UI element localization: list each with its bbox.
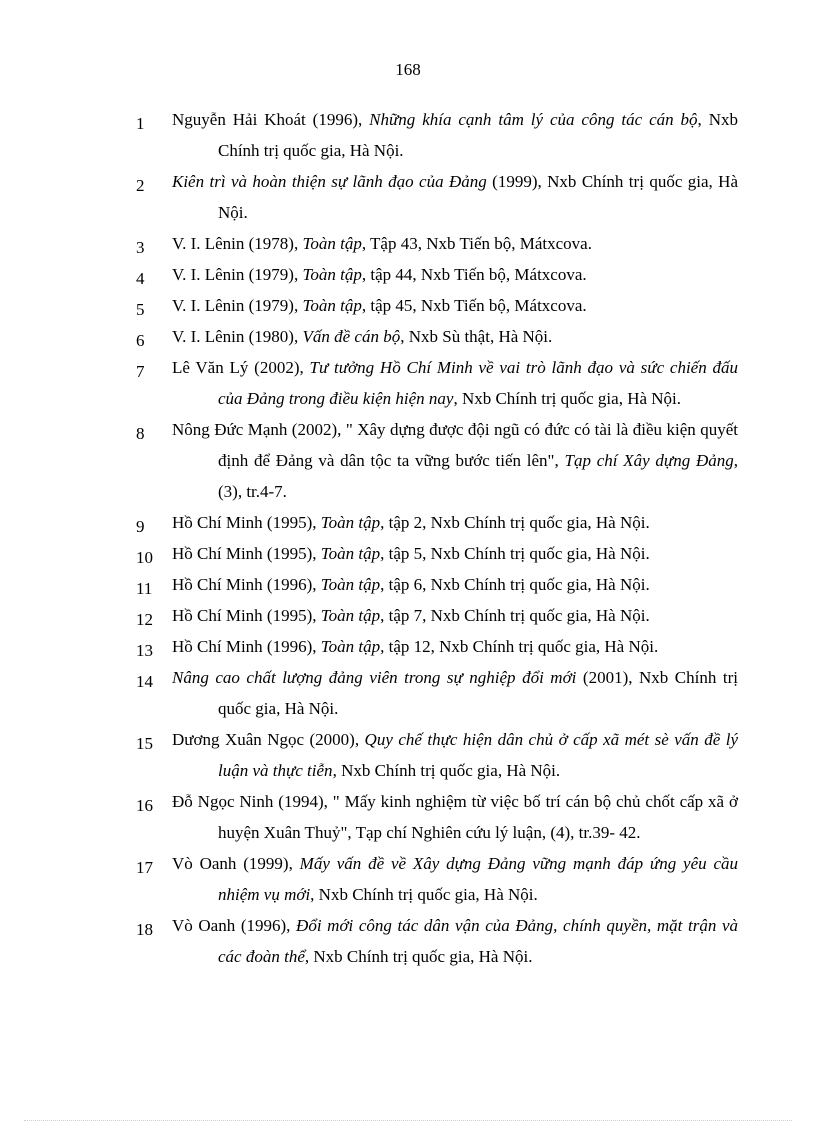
- reference-item: [0, 600, 816, 631]
- reference-text: [172, 259, 738, 290]
- reference-number: 10: [136, 548, 153, 567]
- reference-segment: Hồ Chí Minh (1996),: [172, 575, 321, 594]
- reference-title: Toàn tập: [320, 513, 381, 532]
- reference-item: [0, 352, 816, 414]
- reference-title: Toàn tập: [302, 296, 362, 315]
- reference-title: Toàn tập: [320, 575, 381, 594]
- reference-title: Kiên trì và hoàn thiện sự lãnh đạo của Đảng: [172, 172, 487, 191]
- reference-segment: V. I. Lênin (1979),: [172, 296, 303, 315]
- reference-segment: V. I. Lênin (1979),: [172, 265, 303, 284]
- reference-number: 12: [136, 610, 153, 629]
- reference-title: Nâng cao chất lượng đảng viên trong sự nghiệp đổi mới: [172, 668, 577, 687]
- reference-text: [172, 414, 738, 507]
- reference-segment: Vò Oanh (1999),: [172, 854, 300, 873]
- reference-item: [0, 786, 816, 848]
- reference-number: 7: [136, 362, 145, 381]
- reference-segment: Dương Xuân Ngọc (2000),: [172, 730, 365, 749]
- reference-title: Toàn tập: [320, 606, 381, 625]
- reference-segment: Nguyễn Hải Khoát (1996),: [172, 110, 370, 129]
- reference-text: [172, 104, 738, 166]
- reference-text: [172, 786, 738, 848]
- reference-number: 11: [136, 579, 153, 598]
- reference-title: Toàn tập: [302, 234, 362, 253]
- reference-segment: , Nxb Chính trị quốc gia, Hà Nội.: [218, 110, 738, 160]
- page-number: 168: [395, 60, 421, 79]
- reference-title: Mấy vấn đề về Xây dựng Đảng vững mạnh đáp ứng yêu cầu nhiệm vụ mới: [218, 854, 739, 904]
- reference-segment: tập 12, Nxb Chính trị quốc gia, Hà Nội.: [384, 637, 659, 656]
- reference-text: [172, 848, 739, 910]
- reference-text: [172, 662, 738, 724]
- reference-segment: (1999), Nxb Chính trị quốc gia, Hà Nội.: [218, 172, 739, 222]
- reference-segment: Vò Oanh (1996),: [172, 916, 297, 935]
- reference-item: [0, 538, 816, 569]
- reference-segment: , tập 5, Nxb Chính trị quốc gia, Hà Nội.: [380, 544, 650, 563]
- reference-item: [0, 631, 816, 662]
- reference-title: Tạp chí Xây dựng Đảng: [564, 451, 734, 470]
- reference-text: [172, 538, 738, 569]
- reference-item: [0, 724, 816, 786]
- reference-item: [0, 910, 816, 972]
- reference-title: Những khía cạnh tâm lý của công tác cán bộ: [369, 110, 698, 129]
- reference-number: 2: [136, 176, 145, 195]
- reference-text: [172, 166, 739, 228]
- reference-segment: , Nxb Chính trị quốc gia, Hà Nội.: [304, 947, 533, 966]
- reference-title: Toàn tập,: [320, 637, 385, 656]
- reference-segment: Hồ Chí Minh (1995),: [172, 513, 321, 532]
- reference-text: [172, 724, 739, 786]
- reference-segment: Hồ Chí Minh (1995),: [172, 606, 321, 625]
- reference-title: Vấn đề cán bộ: [302, 327, 401, 346]
- reference-text: [172, 507, 738, 538]
- reference-item: [0, 104, 816, 166]
- reference-text: [172, 569, 738, 600]
- reference-text: [172, 321, 738, 352]
- reference-segment: Đỗ Ngọc Ninh (1994), " Mấy kinh nghiệm từ việc bố trí cán bộ chủ chốt cấp xã ở huyện Xuân Thuỷ", Tạp chí Nghiên cứu lý luận, (4), tr.39- 42.: [172, 792, 738, 842]
- reference-item: [0, 507, 816, 538]
- reference-segment: Lê Văn Lý (2002),: [172, 358, 310, 377]
- reference-item: [0, 259, 816, 290]
- reference-text: [172, 631, 738, 662]
- reference-text: [172, 352, 738, 414]
- reference-segment: , tập 2, Nxb Chính trị quốc gia, Hà Nội.: [380, 513, 650, 532]
- reference-item: [0, 321, 816, 352]
- reference-segment: , Nxb Chính trị quốc gia, Hà Nội.: [332, 761, 561, 780]
- reference-title: Đổi mới công tác dân vận của Đảng, chính quyền, mặt trận và các đoàn thể: [218, 916, 739, 966]
- reference-number: 1: [136, 114, 145, 133]
- reference-segment: , tập 45, Nxb Tiến bộ, Mátxcova.: [361, 296, 587, 315]
- reference-segment: , Nxb Chính trị quốc gia, Hà Nội.: [453, 389, 682, 408]
- reference-number: 16: [136, 796, 153, 815]
- reference-number: 9: [136, 517, 145, 536]
- reference-segment: , Nxb Sù thật, Hà Nội.: [400, 327, 553, 346]
- reference-segment: , Tập 43, Nxb Tiến bộ, Mátxcova.: [361, 234, 592, 253]
- reference-number: 15: [136, 734, 153, 753]
- reference-number: 3: [136, 238, 145, 257]
- reference-number: 17: [136, 858, 153, 877]
- reference-item: [0, 228, 816, 259]
- reference-title: Tư tưởng Hồ Chí Minh về vai trò lãnh đạo và sức chiến đấu của Đảng trong điều kiện hiện nay: [218, 358, 738, 408]
- reference-segment: , tập 6, Nxb Chính trị quốc gia, Hà Nội.: [380, 575, 650, 594]
- reference-text: [172, 228, 738, 259]
- reference-segment: , tập 44, Nxb Tiến bộ, Mátxcova.: [361, 265, 587, 284]
- reference-title: Quy chế thực hiện dân chủ ở cấp xã mét sè vấn đề lý luận và thực tiễn: [218, 730, 739, 780]
- reference-text: [172, 910, 739, 972]
- reference-title: Toàn tập: [320, 544, 381, 563]
- reference-segment: Hồ Chí Minh (1996),: [172, 637, 321, 656]
- reference-number: 4: [136, 269, 145, 288]
- reference-number: 18: [136, 920, 153, 939]
- reference-number: 6: [136, 331, 145, 350]
- reference-list: [0, 104, 816, 972]
- reference-segment: Hồ Chí Minh (1995),: [172, 544, 321, 563]
- page-bottom-divider: [24, 1120, 792, 1121]
- reference-number: 8: [136, 424, 145, 443]
- reference-segment: Nông Đức Mạnh (2002), " Xây dựng được đội ngũ có đức có tài là điều kiện quyết định để Đảng và dân tộc ta vững bước tiến lên",: [172, 420, 738, 470]
- reference-item: [0, 414, 816, 507]
- reference-segment: V. I. Lênin (1978),: [172, 234, 303, 253]
- reference-title: Toàn tập: [302, 265, 362, 284]
- reference-item: [0, 290, 816, 321]
- reference-segment: (2001), Nxb Chính trị quốc gia, Hà Nội.: [218, 668, 738, 718]
- reference-number: 13: [136, 641, 153, 660]
- reference-segment: , Nxb Chính trị quốc gia, Hà Nội.: [310, 885, 538, 904]
- reference-text: [172, 290, 738, 321]
- reference-item: [0, 848, 816, 910]
- reference-item: [0, 166, 816, 228]
- reference-segment: V. I. Lênin (1980),: [172, 327, 303, 346]
- reference-item: [0, 662, 816, 724]
- reference-number: 5: [136, 300, 145, 319]
- reference-number: 14: [136, 672, 153, 691]
- reference-text: [172, 600, 738, 631]
- reference-segment: , (3), tr.4-7.: [218, 451, 738, 501]
- reference-segment: , tập 7, Nxb Chính trị quốc gia, Hà Nội.: [380, 606, 650, 625]
- reference-item: [0, 569, 816, 600]
